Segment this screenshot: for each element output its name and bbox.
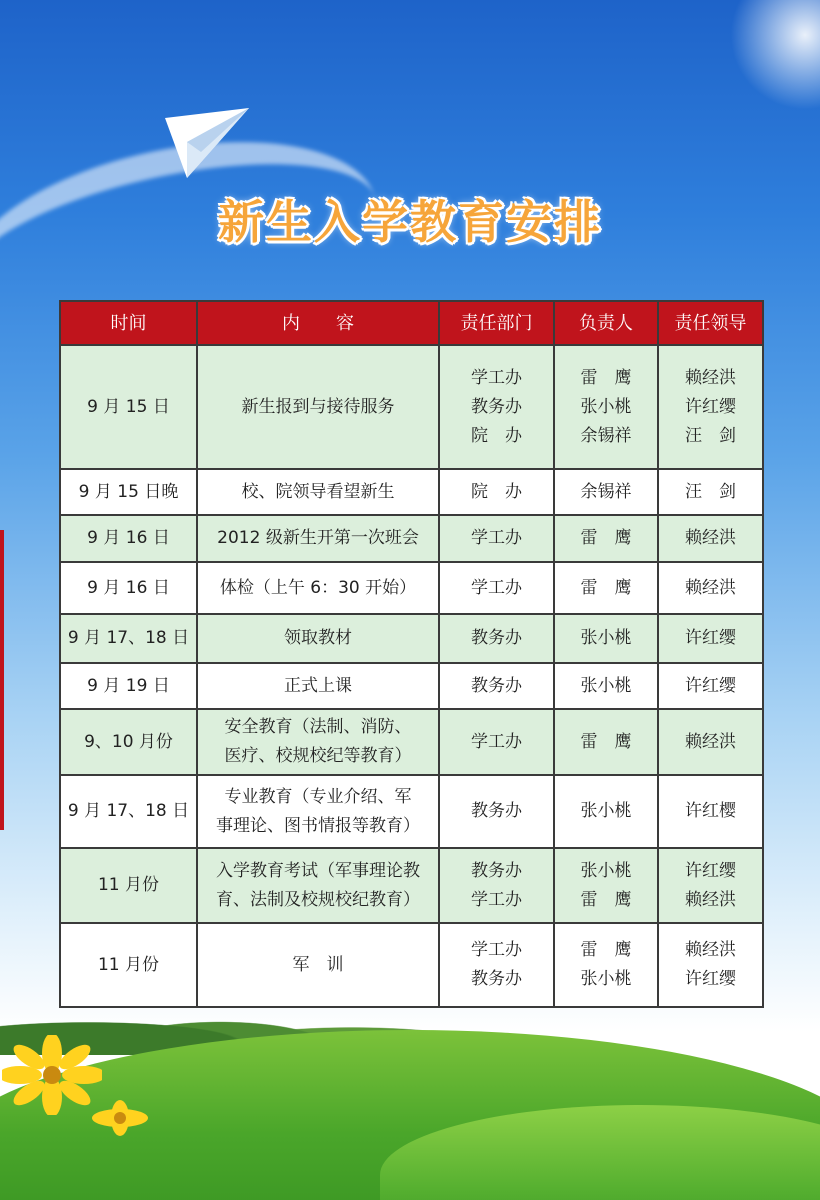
cell-time bbox=[60, 345, 197, 469]
header-time: 时间 bbox=[60, 301, 197, 345]
leader-line: 赖经洪 bbox=[685, 577, 736, 598]
cell-person bbox=[554, 345, 658, 469]
leader-line: 许红缨 bbox=[685, 675, 736, 696]
header-department: 责任部门 bbox=[439, 301, 554, 345]
table-row bbox=[60, 709, 763, 775]
content-line: 新生报到与接待服务 bbox=[241, 396, 395, 417]
header-content: 内 容 bbox=[197, 301, 439, 345]
person-line: 张小桃 bbox=[580, 396, 632, 417]
cell-person bbox=[554, 515, 658, 562]
cell-leader bbox=[658, 923, 763, 1007]
department-line: 学工办 bbox=[471, 889, 522, 910]
cell-content bbox=[197, 848, 439, 923]
leader-line: 汪 剑 bbox=[685, 425, 736, 446]
header-leader: 责任领导 bbox=[658, 301, 763, 345]
time-line: 9 月 17、18 日 bbox=[67, 628, 190, 648]
cell-time bbox=[60, 562, 197, 614]
person-line: 雷 鹰 bbox=[580, 367, 632, 388]
department-line: 教务办 bbox=[471, 628, 522, 648]
person-line: 张小桃 bbox=[580, 860, 632, 881]
cell-leader bbox=[658, 848, 763, 923]
cell-content bbox=[197, 469, 439, 515]
person-line: 张小桃 bbox=[580, 801, 632, 821]
cell-leader bbox=[658, 515, 763, 562]
cell-leader bbox=[658, 562, 763, 614]
table-row bbox=[60, 663, 763, 709]
leader-line: 许红缨 bbox=[685, 396, 736, 417]
cell-leader bbox=[658, 345, 763, 469]
cell-time bbox=[60, 848, 197, 923]
leader-line: 许红樱 bbox=[685, 801, 736, 821]
table-row bbox=[60, 562, 763, 614]
content-line: 体检（上午 6：30 开始） bbox=[219, 577, 417, 598]
cell-leader bbox=[658, 709, 763, 775]
cell-time bbox=[60, 663, 197, 709]
cell-content bbox=[197, 775, 439, 848]
cell-leader bbox=[658, 614, 763, 663]
person-line: 张小桃 bbox=[580, 628, 632, 648]
cell-department bbox=[439, 663, 554, 709]
person-line: 雷 鹰 bbox=[580, 889, 632, 910]
cell-person bbox=[554, 614, 658, 663]
person-line: 雷 鹰 bbox=[580, 731, 632, 752]
person-line: 雷 鹰 bbox=[580, 940, 632, 960]
table-row bbox=[60, 848, 763, 923]
content-line: 校、院领导看望新生 bbox=[241, 481, 395, 502]
leader-line: 许红缨 bbox=[685, 969, 736, 989]
sun-glow bbox=[730, 0, 820, 110]
leader-line: 赖经洪 bbox=[685, 528, 736, 548]
cell-person bbox=[554, 562, 658, 614]
time-line: 9 月 16 日 bbox=[87, 528, 170, 548]
cell-time bbox=[60, 775, 197, 848]
time-line: 9 月 16 日 bbox=[87, 577, 170, 598]
table-header-row bbox=[60, 301, 763, 345]
content-line: 入学教育考试（军事理论教 bbox=[216, 860, 420, 881]
content-line: 事理论、图书情报等教育） bbox=[216, 815, 420, 836]
cell-department bbox=[439, 469, 554, 515]
table-row bbox=[60, 469, 763, 515]
cell-time bbox=[60, 469, 197, 515]
yellow-flower-icon bbox=[2, 1035, 102, 1115]
leader-line: 赖经洪 bbox=[685, 731, 736, 752]
cell-department bbox=[439, 709, 554, 775]
cell-person bbox=[554, 469, 658, 515]
person-line: 雷 鹰 bbox=[580, 528, 632, 548]
cell-person bbox=[554, 709, 658, 775]
department-line: 院 办 bbox=[471, 425, 522, 446]
cell-leader bbox=[658, 775, 763, 848]
department-line: 院 办 bbox=[471, 481, 522, 502]
content-line: 医疗、校规校纪等教育） bbox=[224, 746, 412, 766]
cell-department bbox=[439, 614, 554, 663]
time-line: 9、10 月份 bbox=[84, 731, 173, 752]
cell-department bbox=[439, 848, 554, 923]
content-line: 专业教育（专业介绍、军 bbox=[224, 786, 412, 807]
cell-leader bbox=[658, 469, 763, 515]
cell-time bbox=[60, 709, 197, 775]
content-line: 领取教材 bbox=[284, 628, 352, 648]
person-line: 余锡祥 bbox=[580, 481, 632, 502]
person-line: 张小桃 bbox=[580, 675, 632, 696]
department-line: 教务办 bbox=[471, 396, 522, 417]
paper-plane-icon bbox=[165, 108, 249, 180]
leader-line: 汪 剑 bbox=[685, 481, 736, 502]
department-line: 学工办 bbox=[471, 731, 522, 752]
content-line: 正式上课 bbox=[284, 675, 352, 696]
cell-time bbox=[60, 614, 197, 663]
cell-person bbox=[554, 663, 658, 709]
header-person: 负责人 bbox=[554, 301, 658, 345]
cell-department bbox=[439, 562, 554, 614]
department-line: 学工办 bbox=[471, 528, 522, 548]
table-row bbox=[60, 775, 763, 848]
cell-person bbox=[554, 923, 658, 1007]
cell-leader bbox=[658, 663, 763, 709]
leader-line: 赖经洪 bbox=[685, 367, 736, 388]
cell-department bbox=[439, 775, 554, 848]
time-line: 9 月 17、18 日 bbox=[67, 801, 190, 821]
cell-person bbox=[554, 775, 658, 848]
time-line: 9 月 15 日 bbox=[87, 396, 170, 417]
cell-department bbox=[439, 345, 554, 469]
cell-content bbox=[197, 345, 439, 469]
department-line: 教务办 bbox=[471, 801, 522, 821]
cell-content bbox=[197, 562, 439, 614]
yellow-flower-icon bbox=[90, 1098, 150, 1138]
cell-time bbox=[60, 515, 197, 562]
content-line: 育、法制及校规校纪教育） bbox=[216, 889, 420, 910]
left-red-edge bbox=[0, 530, 4, 830]
table-row bbox=[60, 515, 763, 562]
cell-department bbox=[439, 923, 554, 1007]
leader-line: 赖经洪 bbox=[685, 889, 736, 910]
page-title: 新生入学教育安排 bbox=[218, 195, 602, 249]
leader-line: 赖经洪 bbox=[685, 940, 736, 960]
content-line: 军 训 bbox=[292, 954, 344, 975]
person-line: 张小桃 bbox=[580, 969, 632, 989]
time-line: 9 月 15 日晚 bbox=[78, 481, 179, 502]
department-line: 学工办 bbox=[471, 577, 522, 598]
cell-person bbox=[554, 848, 658, 923]
cell-content bbox=[197, 515, 439, 562]
department-line: 教务办 bbox=[471, 675, 522, 696]
leader-line: 许红缨 bbox=[685, 860, 736, 881]
person-line: 余锡祥 bbox=[580, 425, 632, 446]
table-row bbox=[60, 345, 763, 469]
cell-department bbox=[439, 515, 554, 562]
department-line: 教务办 bbox=[471, 860, 522, 881]
department-line: 教务办 bbox=[471, 969, 522, 989]
table-row bbox=[60, 614, 763, 663]
time-line: 9 月 19 日 bbox=[87, 675, 170, 696]
department-line: 学工办 bbox=[471, 367, 522, 388]
cell-content bbox=[197, 663, 439, 709]
cell-content bbox=[197, 709, 439, 775]
content-line: 2012 级新生开第一次班会 bbox=[217, 528, 419, 548]
leader-line: 许红缨 bbox=[685, 628, 736, 648]
content-line: 安全教育（法制、消防、 bbox=[224, 717, 412, 737]
department-line: 学工办 bbox=[471, 940, 522, 960]
schedule-table bbox=[59, 300, 764, 1008]
cell-content bbox=[197, 614, 439, 663]
time-line: 11 月份 bbox=[97, 875, 160, 895]
person-line: 雷 鹰 bbox=[580, 577, 632, 598]
time-line: 11 月份 bbox=[97, 954, 160, 975]
